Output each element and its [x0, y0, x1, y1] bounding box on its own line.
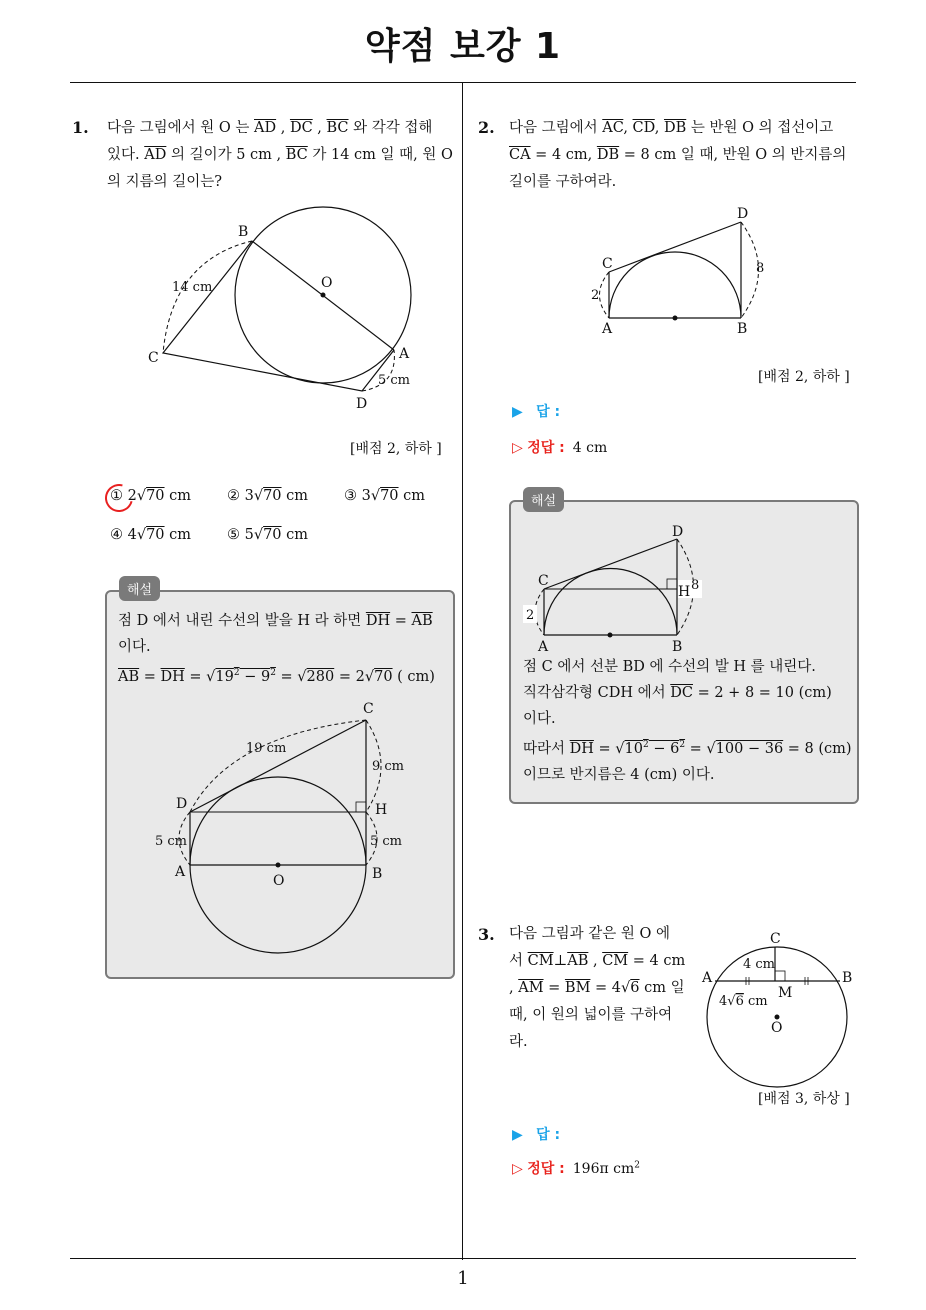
svg-text:A: A: [175, 864, 186, 880]
question-2-number: 2.: [478, 118, 495, 137]
question-2-score: [배점 2, 하하 ]: [758, 369, 850, 385]
question-1-score: [배점 2, 하하 ]: [350, 441, 442, 457]
svg-text:19 cm: 19 cm: [246, 741, 287, 756]
choice-2[interactable]: ② 3√70 cm: [227, 488, 309, 504]
question-3-correct-answer: ▷ 정답 : 196π $cm^2$: [512, 1160, 640, 1177]
selected-circle-icon: [100, 479, 138, 517]
header-rule: [70, 82, 856, 83]
question-2-explanation-tag: 해설: [523, 487, 564, 512]
svg-text:A: A: [702, 970, 713, 986]
text-line: $\overline{CA} = 4$ cm, $\overline{DB} = 8$ cm 일 때, 반원 O 의 반지름의: [509, 147, 847, 163]
svg-text:O: O: [771, 1020, 783, 1036]
svg-text:2: 2: [591, 288, 600, 303]
svg-text:B: B: [672, 639, 683, 655]
page-title: 약점 보강 1: [364, 26, 562, 67]
choice-4[interactable]: ④ 4√70 cm: [110, 527, 192, 543]
fig1-label-C: C: [148, 350, 159, 366]
question-3-figure: [695, 925, 860, 1090]
svg-text:5 cm: 5 cm: [155, 834, 188, 849]
svg-text:H: H: [375, 802, 388, 818]
question-3-number: 3.: [478, 925, 495, 944]
svg-text:9 cm: 9 cm: [372, 759, 405, 774]
text-line: 길이를 구하여라.: [509, 174, 617, 190]
question-2-answer: ▶ 답 :: [512, 404, 561, 420]
fig1-label-B: B: [238, 224, 249, 240]
svg-text:B: B: [372, 866, 383, 882]
svg-text:M: M: [778, 985, 793, 1001]
question-1-number: 1.: [72, 118, 89, 137]
svg-text:D: D: [672, 524, 684, 540]
text-line: 다음 그림에서 원 O 는 $\overline{AD}$ , $\overline{DC}$ , $\overline{BC}$ 와 각각 접해: [107, 120, 433, 136]
fig1-label-ad: 5 cm: [378, 373, 411, 388]
text-line: 다음 그림과 같은 원 O 에: [509, 926, 670, 942]
choice-mark: ⑤: [227, 527, 240, 543]
svg-text:H: H: [678, 584, 691, 600]
text-line: 있다. $\overline{AD}$ 의 길이가 5 cm , $\overline{BC}$ 가 14 cm 일 때, 원 O: [107, 147, 453, 163]
svg-text:2: 2: [526, 608, 535, 623]
svg-text:4 cm: 4 cm: [743, 957, 776, 972]
svg-text:C: C: [538, 573, 549, 589]
choice-mark: ②: [227, 488, 240, 504]
question-2-explanation-figure: [520, 520, 710, 655]
page-number: 1: [457, 1268, 469, 1289]
choice-5[interactable]: ⑤ 5√70 cm: [227, 527, 309, 543]
svg-text:C: C: [363, 701, 374, 717]
question-1-explanation-text: 점 D 에서 내린 수선의 발을 H 라 하면 $\overline{DH} = \overline{AB}$ 이다. $\overline{AB} = \overline{DH} = √19^2 - 9^2 = √280 = 2√70$ ( cm): [118, 613, 435, 685]
text-line: 라.: [509, 1034, 528, 1050]
svg-text:A: A: [602, 321, 613, 337]
text-line: , $\overline{AM} = \overline{BM} = 4√6$ cm 일: [509, 980, 685, 996]
text-line: 때, 이 원의 넓이를 구하여: [509, 1007, 673, 1023]
question-1-text: [107, 115, 457, 196]
fig1-label-bc: 14 cm: [172, 280, 213, 295]
text-line: 의 지름의 길이는?: [107, 174, 223, 190]
svg-text:D: D: [737, 206, 749, 222]
question-2-correct-answer: ▷ 정답 : 4 cm: [512, 440, 608, 456]
fig1-label-A: A: [399, 346, 410, 362]
svg-text:4√6 cm: 4√6 cm: [719, 994, 768, 1009]
question-2-explanation-text: 점 C 에서 선분 BD 에 수선의 발 H 를 내린다. 직각삼각형 CDH 에서 $\overline{DC} = 2 + 8 = 10$ (cm) 이다. 따라서 $\overline{DH} = √10^2 - 6^2 = √100 - 36 = 8$ (cm) 이므로 반지름은 4 (cm) 이다.: [523, 659, 852, 783]
question-1-figure: [140, 200, 430, 415]
svg-text:B: B: [737, 321, 748, 337]
question-2-text: [509, 115, 859, 196]
svg-text:O: O: [273, 873, 285, 889]
svg-text:C: C: [770, 931, 781, 947]
footer-rule: [70, 1258, 856, 1259]
svg-text:D: D: [176, 796, 188, 812]
choice-1[interactable]: ① 2√70 cm: [110, 488, 191, 504]
svg-text:A: A: [538, 639, 549, 655]
choice-mark: ④: [110, 527, 123, 543]
correct-arrow-icon: ▷: [512, 1161, 523, 1177]
question-3-text: [509, 921, 694, 1056]
choice-mark: ③: [344, 488, 357, 504]
svg-text:5 cm: 5 cm: [370, 834, 403, 849]
svg-text:8: 8: [756, 261, 765, 276]
svg-text:B: B: [842, 970, 853, 986]
choice-3[interactable]: ③ 3√70 cm: [344, 488, 426, 504]
choice-mark: ①: [110, 488, 123, 504]
question-1-explanation-tag: 해설: [119, 576, 160, 601]
question-1-explanation-figure: [150, 695, 420, 965]
question-2-figure: [585, 200, 775, 340]
fig1-label-O: O: [321, 275, 333, 291]
svg-text:8: 8: [691, 578, 700, 593]
column-divider: [462, 82, 463, 1260]
correct-arrow-icon: ▷: [512, 440, 523, 456]
answer-arrow-icon: ▶: [512, 404, 523, 420]
answer-arrow-icon: ▶: [512, 1127, 523, 1143]
svg-text:C: C: [602, 256, 613, 272]
fig1-label-D: D: [356, 396, 368, 412]
question-3-score: [배점 3, 하상 ]: [758, 1091, 850, 1107]
text-line: 서 $\overline{CM}\perp\overline{AB}$ , $\overline{CM} = 4$ cm: [509, 953, 686, 969]
text-line: 다음 그림에서 $\overline{AC}$, $\overline{CD}$, $\overline{DB}$ 는 반원 O 의 접선이고: [509, 120, 834, 136]
question-3-answer: ▶ 답 :: [512, 1127, 561, 1143]
